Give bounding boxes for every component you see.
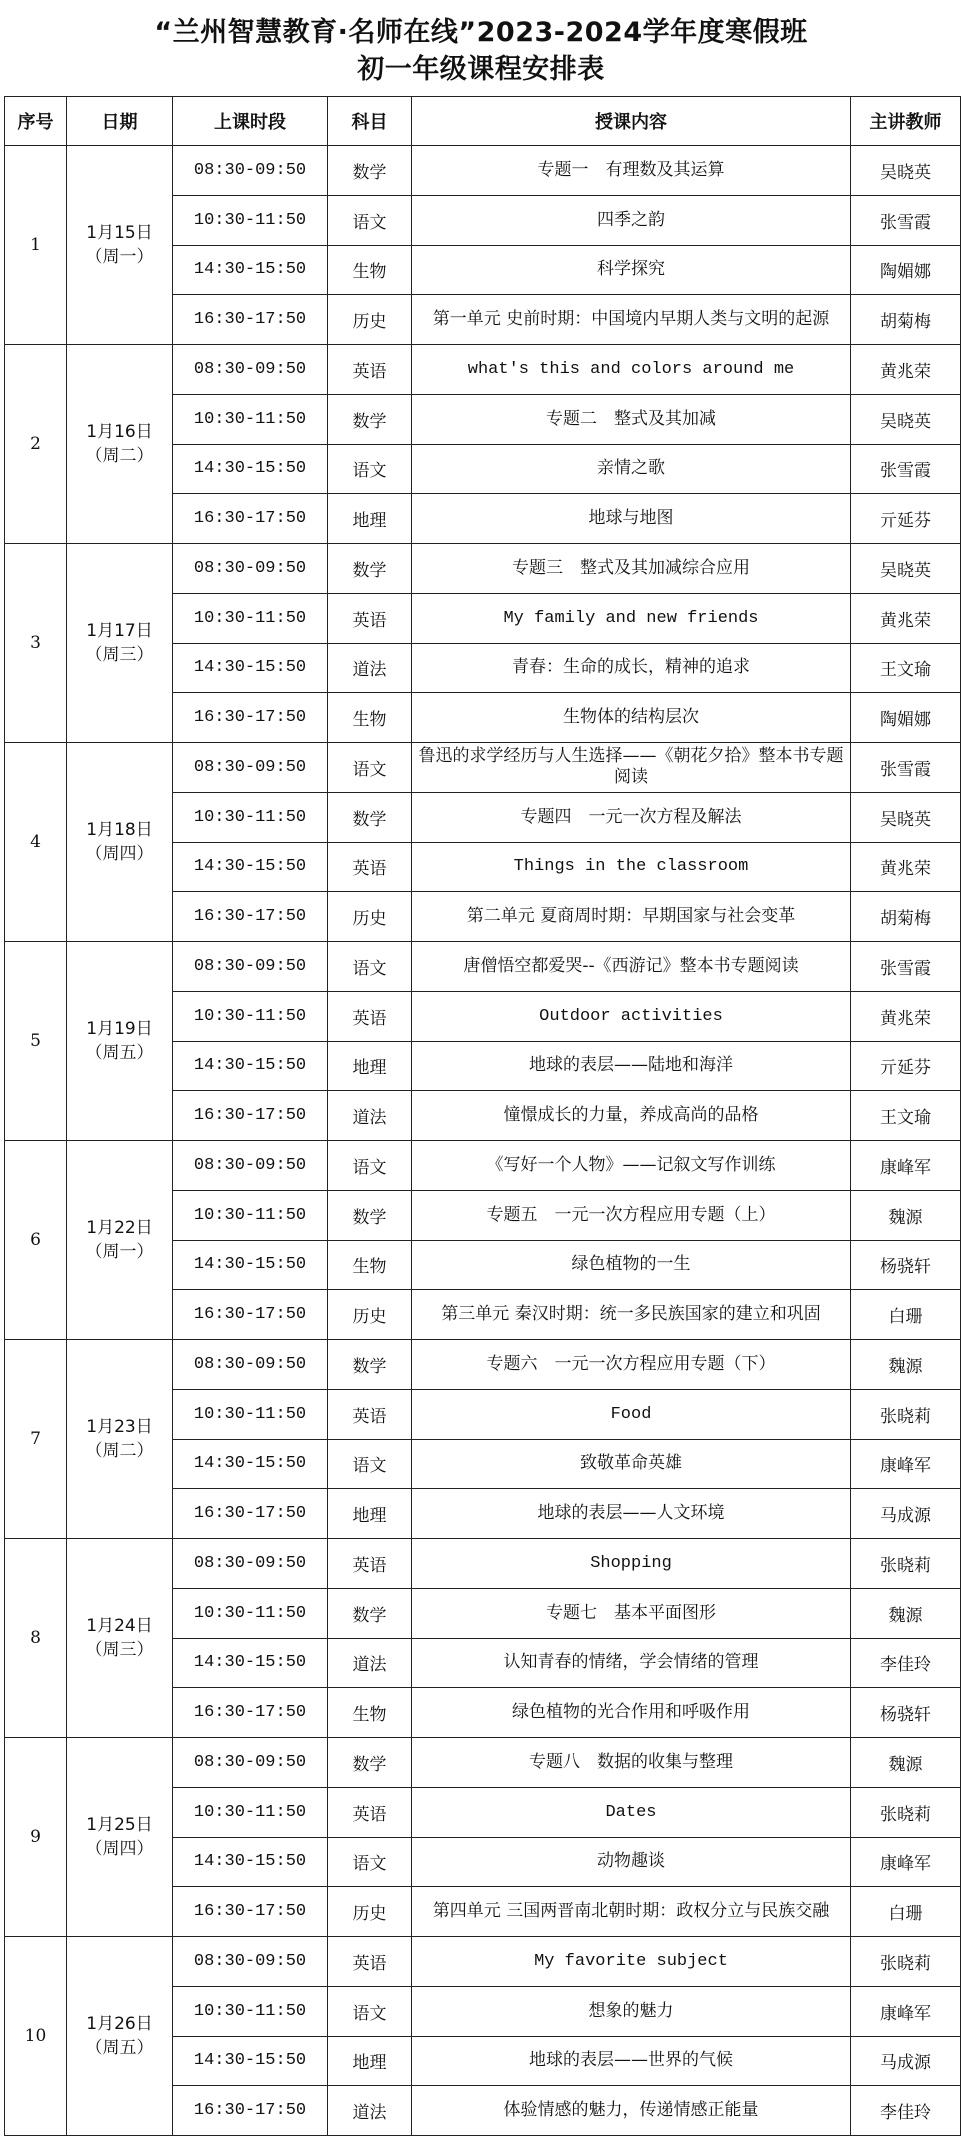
row-index: 1 xyxy=(5,146,67,345)
time-slot: 16:30-17:50 xyxy=(173,1290,328,1340)
table-row xyxy=(5,544,961,594)
teacher-cell: 康峰军 xyxy=(851,1141,961,1191)
content-cell: 体验情感的魅力，传递情感正能量 xyxy=(412,2086,851,2136)
time-slot: 14:30-15:50 xyxy=(173,1041,328,1091)
teacher-cell: 李佳玲 xyxy=(851,1638,961,1688)
time-slot: 08:30-09:50 xyxy=(173,1340,328,1390)
table-row xyxy=(5,1340,961,1390)
content-cell: 鲁迅的求学经历与人生选择——《朝花夕拾》整本书专题阅读 xyxy=(412,743,851,793)
teacher-cell: 魏源 xyxy=(851,1738,961,1788)
content-cell: 第四单元 三国两晋南北朝时期：政权分立与民族交融 xyxy=(412,1887,851,1937)
content-cell: 绿色植物的一生 xyxy=(412,1240,851,1290)
schedule-table xyxy=(4,96,961,2136)
date-text: 1月22日 xyxy=(86,1218,153,1238)
content-cell: 第一单元 史前时期：中国境内早期人类与文明的起源 xyxy=(412,295,851,345)
teacher-cell: 杨骁轩 xyxy=(851,1240,961,1290)
teacher-cell: 吴晓英 xyxy=(851,544,961,594)
subject-cell: 英语 xyxy=(328,345,412,395)
date-text: 1月15日 xyxy=(86,223,153,243)
teacher-cell: 马成源 xyxy=(851,2036,961,2086)
time-slot: 10:30-11:50 xyxy=(173,1190,328,1240)
time-slot: 08:30-09:50 xyxy=(173,1141,328,1191)
teacher-cell: 张雪霞 xyxy=(851,743,961,793)
time-slot: 08:30-09:50 xyxy=(173,1738,328,1788)
date-text: 1月17日 xyxy=(86,621,153,641)
date-text: 1月23日 xyxy=(86,1417,153,1437)
time-slot: 16:30-17:50 xyxy=(173,1091,328,1141)
row-index: 6 xyxy=(5,1141,67,1340)
date-cell xyxy=(67,1937,173,2136)
weekday-text: （周四） xyxy=(85,1839,154,1859)
content-cell: 专题二 整式及其加减 xyxy=(412,394,851,444)
subject-cell: 英语 xyxy=(328,593,412,643)
subject-cell: 数学 xyxy=(328,146,412,196)
date-text: 1月16日 xyxy=(86,422,153,442)
date-text: 1月24日 xyxy=(86,1616,153,1636)
teacher-cell: 吴晓英 xyxy=(851,792,961,842)
time-slot: 16:30-17:50 xyxy=(173,1887,328,1937)
weekday-text: （周五） xyxy=(85,1043,154,1063)
time-slot: 16:30-17:50 xyxy=(173,295,328,345)
teacher-cell: 张雪霞 xyxy=(851,444,961,494)
weekday-text: （周一） xyxy=(85,247,154,267)
teacher-cell: 魏源 xyxy=(851,1588,961,1638)
content-cell: Food xyxy=(412,1389,851,1439)
subject-cell: 生物 xyxy=(328,245,412,295)
weekday-text: （周五） xyxy=(85,2038,154,2058)
teacher-cell: 亓延芬 xyxy=(851,1041,961,1091)
time-slot: 08:30-09:50 xyxy=(173,743,328,793)
time-slot: 14:30-15:50 xyxy=(173,1837,328,1887)
subject-cell: 数学 xyxy=(328,394,412,444)
time-slot: 08:30-09:50 xyxy=(173,544,328,594)
header-index: 序号 xyxy=(5,97,67,146)
subject-cell: 道法 xyxy=(328,1638,412,1688)
content-cell: Outdoor activities xyxy=(412,991,851,1041)
row-index: 4 xyxy=(5,743,67,942)
content-cell: Dates xyxy=(412,1787,851,1837)
date-text: 1月19日 xyxy=(86,1019,153,1039)
teacher-cell: 王文瑜 xyxy=(851,1091,961,1141)
content-cell: 地球与地图 xyxy=(412,494,851,544)
content-cell: My favorite subject xyxy=(412,1937,851,1987)
title-block xyxy=(0,0,962,96)
content-cell: 专题八 数据的收集与整理 xyxy=(412,1738,851,1788)
teacher-cell: 白珊 xyxy=(851,1290,961,1340)
header-date: 日期 xyxy=(67,97,173,146)
teacher-cell: 胡菊梅 xyxy=(851,892,961,942)
teacher-cell: 张晓莉 xyxy=(851,1937,961,1987)
header-time: 上课时段 xyxy=(173,97,328,146)
teacher-cell: 吴晓英 xyxy=(851,146,961,196)
content-cell: 第二单元 夏商周时期：早期国家与社会变革 xyxy=(412,892,851,942)
row-index: 8 xyxy=(5,1539,67,1738)
time-slot: 16:30-17:50 xyxy=(173,2086,328,2136)
weekday-text: （周三） xyxy=(85,1640,154,1660)
subject-cell: 语文 xyxy=(328,942,412,992)
time-slot: 08:30-09:50 xyxy=(173,345,328,395)
content-cell: 专题四 一元一次方程及解法 xyxy=(412,792,851,842)
time-slot: 10:30-11:50 xyxy=(173,1588,328,1638)
teacher-cell: 陶媚娜 xyxy=(851,245,961,295)
content-cell: 致敬革命英雄 xyxy=(412,1439,851,1489)
content-cell: 专题六 一元一次方程应用专题（下） xyxy=(412,1340,851,1390)
date-cell xyxy=(67,1539,173,1738)
table-row xyxy=(5,942,961,992)
subject-cell: 地理 xyxy=(328,1041,412,1091)
subject-cell: 地理 xyxy=(328,1489,412,1539)
teacher-cell: 王文瑜 xyxy=(851,643,961,693)
time-slot: 10:30-11:50 xyxy=(173,792,328,842)
content-cell: 专题三 整式及其加减综合应用 xyxy=(412,544,851,594)
content-cell: 唐僧悟空都爱哭--《西游记》整本书专题阅读 xyxy=(412,942,851,992)
subject-cell: 历史 xyxy=(328,1290,412,1340)
content-cell: 生物体的结构层次 xyxy=(412,693,851,743)
subject-cell: 生物 xyxy=(328,1688,412,1738)
row-index: 7 xyxy=(5,1340,67,1539)
subject-cell: 英语 xyxy=(328,1937,412,1987)
table-row xyxy=(5,146,961,196)
content-cell: what's this and colors around me xyxy=(412,345,851,395)
subject-cell: 语文 xyxy=(328,1439,412,1489)
document-subtitle: 初一年级课程安排表 xyxy=(357,54,605,85)
row-index: 9 xyxy=(5,1738,67,1937)
teacher-cell: 马成源 xyxy=(851,1489,961,1539)
subject-cell: 数学 xyxy=(328,1588,412,1638)
subject-cell: 数学 xyxy=(328,792,412,842)
subject-cell: 道法 xyxy=(328,2086,412,2136)
time-slot: 08:30-09:50 xyxy=(173,1937,328,1987)
content-cell: 地球的表层——世界的气候 xyxy=(412,2036,851,2086)
subject-cell: 数学 xyxy=(328,1738,412,1788)
subject-cell: 道法 xyxy=(328,643,412,693)
subject-cell: 语文 xyxy=(328,743,412,793)
subject-cell: 道法 xyxy=(328,1091,412,1141)
content-cell: My family and new friends xyxy=(412,593,851,643)
teacher-cell: 魏源 xyxy=(851,1190,961,1240)
teacher-cell: 康峰军 xyxy=(851,1837,961,1887)
date-cell xyxy=(67,1340,173,1539)
time-slot: 10:30-11:50 xyxy=(173,593,328,643)
teacher-cell: 杨骁轩 xyxy=(851,1688,961,1738)
teacher-cell: 陶媚娜 xyxy=(851,693,961,743)
subject-cell: 地理 xyxy=(328,494,412,544)
row-index: 5 xyxy=(5,942,67,1141)
subject-cell: 语文 xyxy=(328,1141,412,1191)
teacher-cell: 康峰军 xyxy=(851,1986,961,2036)
subject-cell: 生物 xyxy=(328,693,412,743)
content-cell: 专题一 有理数及其运算 xyxy=(412,146,851,196)
weekday-text: （周二） xyxy=(85,446,154,466)
date-cell xyxy=(67,345,173,544)
subject-cell: 历史 xyxy=(328,1887,412,1937)
header-row xyxy=(5,97,961,146)
header-subject: 科目 xyxy=(328,97,412,146)
time-slot: 16:30-17:50 xyxy=(173,1489,328,1539)
content-cell: 专题五 一元一次方程应用专题（上） xyxy=(412,1190,851,1240)
weekday-text: （周二） xyxy=(85,1441,154,1461)
subject-cell: 历史 xyxy=(328,295,412,345)
subject-cell: 生物 xyxy=(328,1240,412,1290)
content-cell: 认知青春的情绪，学会情绪的管理 xyxy=(412,1638,851,1688)
time-slot: 14:30-15:50 xyxy=(173,2036,328,2086)
content-cell: Shopping xyxy=(412,1539,851,1589)
date-text: 1月26日 xyxy=(86,2014,153,2034)
date-cell xyxy=(67,942,173,1141)
row-index: 10 xyxy=(5,1937,67,2136)
time-slot: 08:30-09:50 xyxy=(173,146,328,196)
content-cell: Things in the classroom xyxy=(412,842,851,892)
weekday-text: （周四） xyxy=(85,844,154,864)
table-row xyxy=(5,345,961,395)
time-slot: 14:30-15:50 xyxy=(173,245,328,295)
date-cell xyxy=(67,743,173,942)
teacher-cell: 亓延芬 xyxy=(851,494,961,544)
subject-cell: 语文 xyxy=(328,195,412,245)
teacher-cell: 张雪霞 xyxy=(851,942,961,992)
time-slot: 10:30-11:50 xyxy=(173,394,328,444)
teacher-cell: 胡菊梅 xyxy=(851,295,961,345)
table-row xyxy=(5,1937,961,1987)
subject-cell: 英语 xyxy=(328,1539,412,1589)
content-cell: 第三单元 秦汉时期：统一多民族国家的建立和巩固 xyxy=(412,1290,851,1340)
time-slot: 08:30-09:50 xyxy=(173,1539,328,1589)
subject-cell: 数学 xyxy=(328,1340,412,1390)
subject-cell: 英语 xyxy=(328,991,412,1041)
teacher-cell: 黄兆荣 xyxy=(851,345,961,395)
content-cell: 绿色植物的光合作用和呼吸作用 xyxy=(412,1688,851,1738)
content-cell: 亲情之歌 xyxy=(412,444,851,494)
date-cell xyxy=(67,1141,173,1340)
time-slot: 16:30-17:50 xyxy=(173,494,328,544)
time-slot: 14:30-15:50 xyxy=(173,842,328,892)
time-slot: 10:30-11:50 xyxy=(173,1787,328,1837)
content-cell: 专题七 基本平面图形 xyxy=(412,1588,851,1638)
date-cell xyxy=(67,1738,173,1937)
teacher-cell: 魏源 xyxy=(851,1340,961,1390)
teacher-cell: 黄兆荣 xyxy=(851,842,961,892)
time-slot: 14:30-15:50 xyxy=(173,1638,328,1688)
time-slot: 10:30-11:50 xyxy=(173,991,328,1041)
time-slot: 10:30-11:50 xyxy=(173,1986,328,2036)
row-index: 2 xyxy=(5,345,67,544)
subject-cell: 地理 xyxy=(328,2036,412,2086)
date-cell xyxy=(67,544,173,743)
time-slot: 14:30-15:50 xyxy=(173,1240,328,1290)
content-cell: 《写好一个人物》——记叙文写作训练 xyxy=(412,1141,851,1191)
subject-cell: 语文 xyxy=(328,1986,412,2036)
time-slot: 10:30-11:50 xyxy=(173,1389,328,1439)
header-teacher: 主讲教师 xyxy=(851,97,961,146)
content-cell: 青春：生命的成长，精神的追求 xyxy=(412,643,851,693)
content-cell: 地球的表层——人文环境 xyxy=(412,1489,851,1539)
time-slot: 16:30-17:50 xyxy=(173,892,328,942)
content-cell: 动物趣谈 xyxy=(412,1837,851,1887)
table-row xyxy=(5,1738,961,1788)
time-slot: 14:30-15:50 xyxy=(173,444,328,494)
subject-cell: 语文 xyxy=(328,444,412,494)
weekday-text: （周三） xyxy=(85,645,154,665)
subject-cell: 数学 xyxy=(328,544,412,594)
teacher-cell: 黄兆荣 xyxy=(851,991,961,1041)
content-cell: 憧憬成长的力量，养成高尚的品格 xyxy=(412,1091,851,1141)
table-row xyxy=(5,1141,961,1191)
schedule-body xyxy=(5,146,961,2136)
content-cell: 想象的魅力 xyxy=(412,1986,851,2036)
subject-cell: 历史 xyxy=(328,892,412,942)
teacher-cell: 白珊 xyxy=(851,1887,961,1937)
time-slot: 08:30-09:50 xyxy=(173,942,328,992)
subject-cell: 英语 xyxy=(328,1787,412,1837)
teacher-cell: 张晓莉 xyxy=(851,1787,961,1837)
row-index: 3 xyxy=(5,544,67,743)
date-text: 1月25日 xyxy=(86,1815,153,1835)
date-cell xyxy=(67,146,173,345)
teacher-cell: 康峰军 xyxy=(851,1439,961,1489)
document-title: “兰州智慧教育·名师在线”2023-2024学年度寒假班 xyxy=(154,17,808,48)
time-slot: 14:30-15:50 xyxy=(173,643,328,693)
teacher-cell: 张雪霞 xyxy=(851,195,961,245)
subject-cell: 数学 xyxy=(328,1190,412,1240)
subject-cell: 语文 xyxy=(328,1837,412,1887)
header-content: 授课内容 xyxy=(412,97,851,146)
time-slot: 16:30-17:50 xyxy=(173,1688,328,1738)
content-cell: 科学探究 xyxy=(412,245,851,295)
teacher-cell: 吴晓英 xyxy=(851,394,961,444)
time-slot: 14:30-15:50 xyxy=(173,1439,328,1489)
content-cell: 四季之韵 xyxy=(412,195,851,245)
weekday-text: （周一） xyxy=(85,1242,154,1262)
time-slot: 16:30-17:50 xyxy=(173,693,328,743)
table-row xyxy=(5,1539,961,1589)
subject-cell: 英语 xyxy=(328,842,412,892)
table-row xyxy=(5,743,961,793)
teacher-cell: 李佳玲 xyxy=(851,2086,961,2136)
content-cell: 地球的表层——陆地和海洋 xyxy=(412,1041,851,1091)
subject-cell: 英语 xyxy=(328,1389,412,1439)
date-text: 1月18日 xyxy=(86,820,153,840)
teacher-cell: 张晓莉 xyxy=(851,1539,961,1589)
teacher-cell: 张晓莉 xyxy=(851,1389,961,1439)
time-slot: 10:30-11:50 xyxy=(173,195,328,245)
teacher-cell: 黄兆荣 xyxy=(851,593,961,643)
